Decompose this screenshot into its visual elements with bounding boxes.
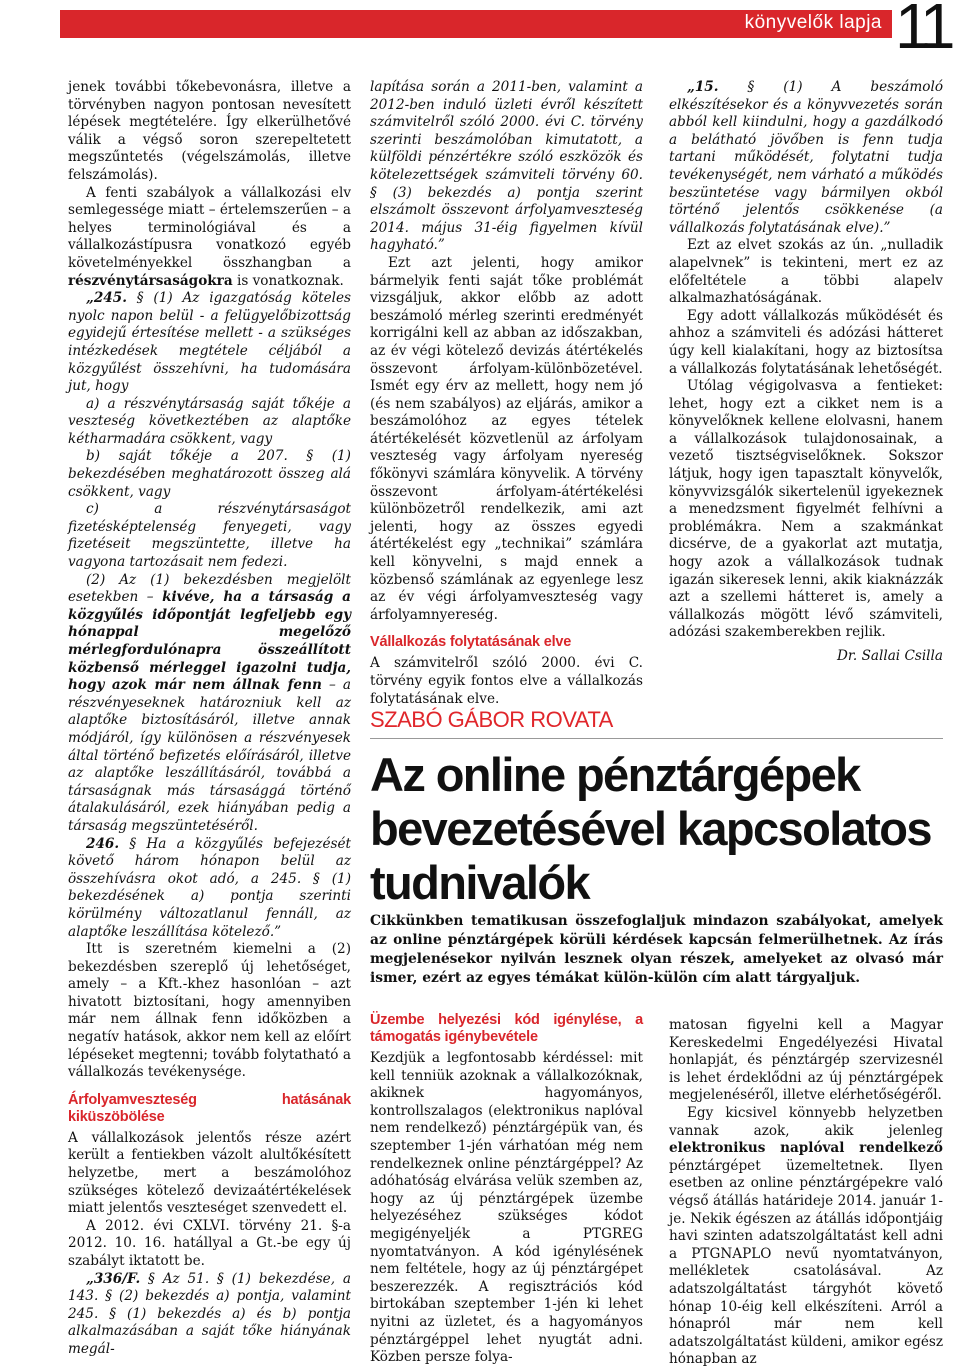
law-quote: „245. § (1) Az igazgatóság köteles nyolc napon belül - a felügyelőbizottság egyidejű értesítése mellett - a szükséges intézkedések megtétele céljából a közgyűlést összehívni, ha tudomására jut, hogy — [68, 290, 351, 395]
law-quote: lapítása során a 2011-ben, valamint a 2012-ben induló üzleti évről készített számvitelről szóló 2000. évi C. törvény szerinti beszámolóban kimutatott, a külföldi pénzértékre szóló eszközök és kötelezettségek számviteli törvény 60. § (3) bekezdés a) pontja szerint elszámolt összevont árfolyamveszteség 2014. május 31-éig figyelmen kívül hagyható.” — [370, 79, 643, 254]
paragraph: Utólag végigolvasva a fentieket: lehet, hogy ezt a cikket nem is a könyvelőknek kellene elolvasni, hanem a vállalkozások tulajdonosainak, a vezető tisztségviselőknek. Sokszor látjuk, hogy igen tapasztalt könyvelők, könyvvizsgálók sikertelenül igyekeznek a menedzsment figyelmét felhívni a problémákra. Nem a szakmánkat dicsérve, de a gyakorlat azt mutatja, hogy azok a vállalkozások tudnak igazán sikeresek lenni, akik kiaknázzák azt a szellemi hátteret is, amely a vállalkozás mögött lévő számviteli, adózási szakemberekben rejlik. — [669, 378, 943, 641]
publication-title: könyvelők lapja — [744, 12, 882, 33]
law-quote: (2) Az (1) bekezdésben megjelölt esetekben – kivéve, ha a társaság a közgyűlés időpontját legfeljebb egy hónappal megelőző mérlegfordulónapra összeállított közbenső mérleggel igazolni tudja, hogy azok már nem állnak fenn – a részvényeseknek határozniuk kell az alaptőke biztosításáról, illetve annak módjáról, így különösen a részvényesek által történő befizetés előírásáról, illetve az alaptőke leszállításáról, továbbá a társaságnak más társasággá történő átalakulásáról, ezek hiányában pedig a társaság megszüntetéséről. — [68, 571, 351, 834]
author-signature: Dr. Sallai Csilla — [837, 648, 943, 664]
paragraph: jenek további tőkebevonásra, illetve a törvényben nagyon pontosan nevesített lépések megtételére. Így elkerülhetővé válik a végső soron szerepeltetett megszűntetés (végelszámolás, illetve felszámolás). — [68, 79, 351, 183]
paragraph: Egy adott vállalkozás működését és ahhoz a számviteli és adózási hátteret úgy kell kialakítani, hogy az biztosítsa a vállalkozás folytatásának lehetőségét. — [669, 307, 943, 377]
law-quote: „336/F. § Az 51. § (1) bekezdése, a 143. § (2) bekezdés a) pontja, valamint 245. § (1) bekezdés a) és b) pontja alkalmazásában a saját tőke hiányának megál- — [68, 1270, 351, 1357]
article-column-left — [370, 1012, 643, 1367]
section-heading: Árfolyamveszteség hatásának kiküszöbölése — [68, 1091, 351, 1125]
page-header — [0, 0, 960, 62]
article-lead: Cikkünkben tematikusan összefoglaljuk mindazon szabályokat, amelyek az online pénztárgépek körüli kérdések kapcsán felmerülhetnek. Az írás megjelenésekor nyilván lesznek olyan részek, amelyeket az olvasó már ismer, ezért az egyes témákat külön-külön cím alatt tárgyaljuk. — [370, 913, 943, 986]
section-heading: Vállalkozás folytatásának elve — [370, 634, 572, 651]
law-quote: c) a részvénytársaságot fizetésképtelenség fenyegeti, vagy fizetéseit megszüntette, illetve ha vagyona tartozásait nem fedezi. — [68, 501, 351, 571]
article-column-right — [669, 1017, 943, 1369]
paragraph: matosan figyelni kell a Magyar Kereskedelmi Engedélyezési Hivatal honlapját, és pénztárgép szervizesnél is lehet érdeklődni az új pénztárgépek megjelenéséről, illetve elérhetőségéről. — [669, 1017, 943, 1104]
column-1 — [68, 79, 351, 1359]
paragraph: A 2012. évi CXLVI. törvény 21. §-a 2012. 10. 16. hatállyal a Gt.-be egy új szabályt iktatott be. — [68, 1217, 351, 1269]
law-quote: a) a részvénytársaság saját tőkéje a veszteség következtében az alaptőke kétharmadára csökkent, vagy — [68, 395, 351, 447]
paragraph: A számvitelről szóló 2000. évi C. törvény egyik fontos elve a vállalkozás folytatásának elve. — [370, 655, 643, 707]
page-number: 11 — [895, 0, 950, 62]
paragraph: Ezt azt jelenti, hogy amikor bármelyik fenti saját tőke problémát vizsgáljuk, akkor előbb az adott beszámoló mérleg szerinti eredményét korrigálni kell az abban az időszakban, az év végi kötelező devizás átértékelés összevont árfolyam-különbözetével. Ismét egy érv az mellett, hogy nem jó (és nem szabályos) az eljárás, amikor a beszámolóhoz az egyes tételek átértékelését közvetlenül az árfolyam veszteség vagy árfolyam nyereség főkönyvi számlára könyvelik. A törvény összevont árfolyam-átértékelési különbözetről rendelkezik, ami azt jelenti, hogy az összes egyedi átértékelést egy „technikai” számlára kell könyvelni, s majd ennek a közbenső számlának az egyenlege lesz az év végi árfolyamveszteség vagy árfolyamnyereség. — [370, 254, 643, 623]
paragraph: Itt is szeretném kiemelni a (2) bekezdésben szereplő új lehetőséget, amely – a Kft.-khez hasonlóan – azt hivatott biztosítani, hogy amennyiben már nem állnak fenn időközben a negatív hatások, akkor nem kell az előírt lépéseket megtenni; tovább folytatható a vállalkozás tevékenysége. — [68, 941, 351, 1081]
paragraph: A fenti szabályok a vállalkozási elv semlegessége miatt – értelemszerűen – a helyes terminológiával és a vállalkozástípusra vonatkozó egyéb követelményekkel összhangban a részvénytársaságokra is vonatkoznak. — [68, 184, 351, 289]
column-3 — [669, 79, 943, 666]
article-headline: Az online pénztárgépek bevezetésével kapcsolatos tudnivalók — [370, 748, 931, 909]
divider — [370, 738, 943, 739]
paragraph: A vállalkozások jelentős része azért került a fentiekben vázolt alultőkésített helyzetbe, mert a beszámolóhoz szükséges kötelező devizaátértékelések miatt jelentős veszteséget szenvedett el. — [68, 1129, 351, 1217]
paragraph: Ezt az elvet szokás az ún. „nulladik alapelvnek” is tekinteni, mert ez az előfeltétele a többi alapelv alkalmazhatóságának. — [669, 237, 943, 307]
law-quote: 246. § Ha a közgyűlés befejezését követő három hónapon belül az összehívásra okot adó, a 245. § (1) bekezdésének a) pontja szerinti körülmény változatlanul fennáll, az alaptőke leszállítása kötelező.” — [68, 835, 351, 940]
law-quote: „15. § (1) A beszámoló elkészítésekor és a könyvvezetés során abból kell kiindulni, hogy a gazdálkodó a belátható jövőben is fenn tudja tartani működését, folytatni tudja tevékenységét, nem várható a működés beszüntetése vagy bármilyen okból történő jelentős csökkenése (a vállalkozás folytatásának elve).” — [669, 79, 943, 236]
paragraph: Kezdjük a legfontosabb kérdéssel: mit kell tenniük azoknak a vállalkozóknak, akiknek hagyományos, kontrollszalagos (elektronikus naplóval nem rendelkező) pénztárgépük van, és szeptember 1-jén várhatóan még nem rendelkeznek online pénztárgéppel? Az adóhatóság elvárása velük szemben az, hogy az új pénztárgépek üzembe helyezéséhez szükséges kódot megigényeljék a PTGREG nyomtatványon. A kód igénylésének nem feltétele, hogy az új pénztárgépet beszerezzék. A regisztrációs kód birtokában szeptember 1-jén ki lehet nyitni az üzletet, és a hagyományos pénztárgéppel lehet nyugtát adni. Közben persze folya- — [370, 1050, 643, 1366]
column-2 — [370, 79, 643, 708]
law-quote: b) saját tőkéje a 207. § (1) bekezdésében meghatározott összeg alá csökkent, vagy — [68, 448, 351, 500]
column-label: SZABÓ GÁBOR ROVATA — [370, 707, 613, 732]
section-heading: Üzembe helyezési kód igénylése, a támogatás igénybevétele — [370, 1012, 643, 1045]
paragraph: Egy kicsivel könnyebb helyzetben vannak azok, akik jelenleg elektronikus naplóval rendelkező pénztárgépet üzemeltetnek. Ilyen esetben az online pénztárgépekre való végső átállás határideje 2014. január 1-je. Nekik égészen az átállás időpontjáig havi szinten adatszolgáltatást kell adni a PTGNAPLO nevű nyomtatványon, mellékletek csatolásával. Az adatszolgáltatást tárgyhót követő hónap 10-éig kell elkészíteni. Arról a hónapról már nem kell adatszolgáltatást küldeni, amikor egész hónapban az — [669, 1104, 943, 1368]
